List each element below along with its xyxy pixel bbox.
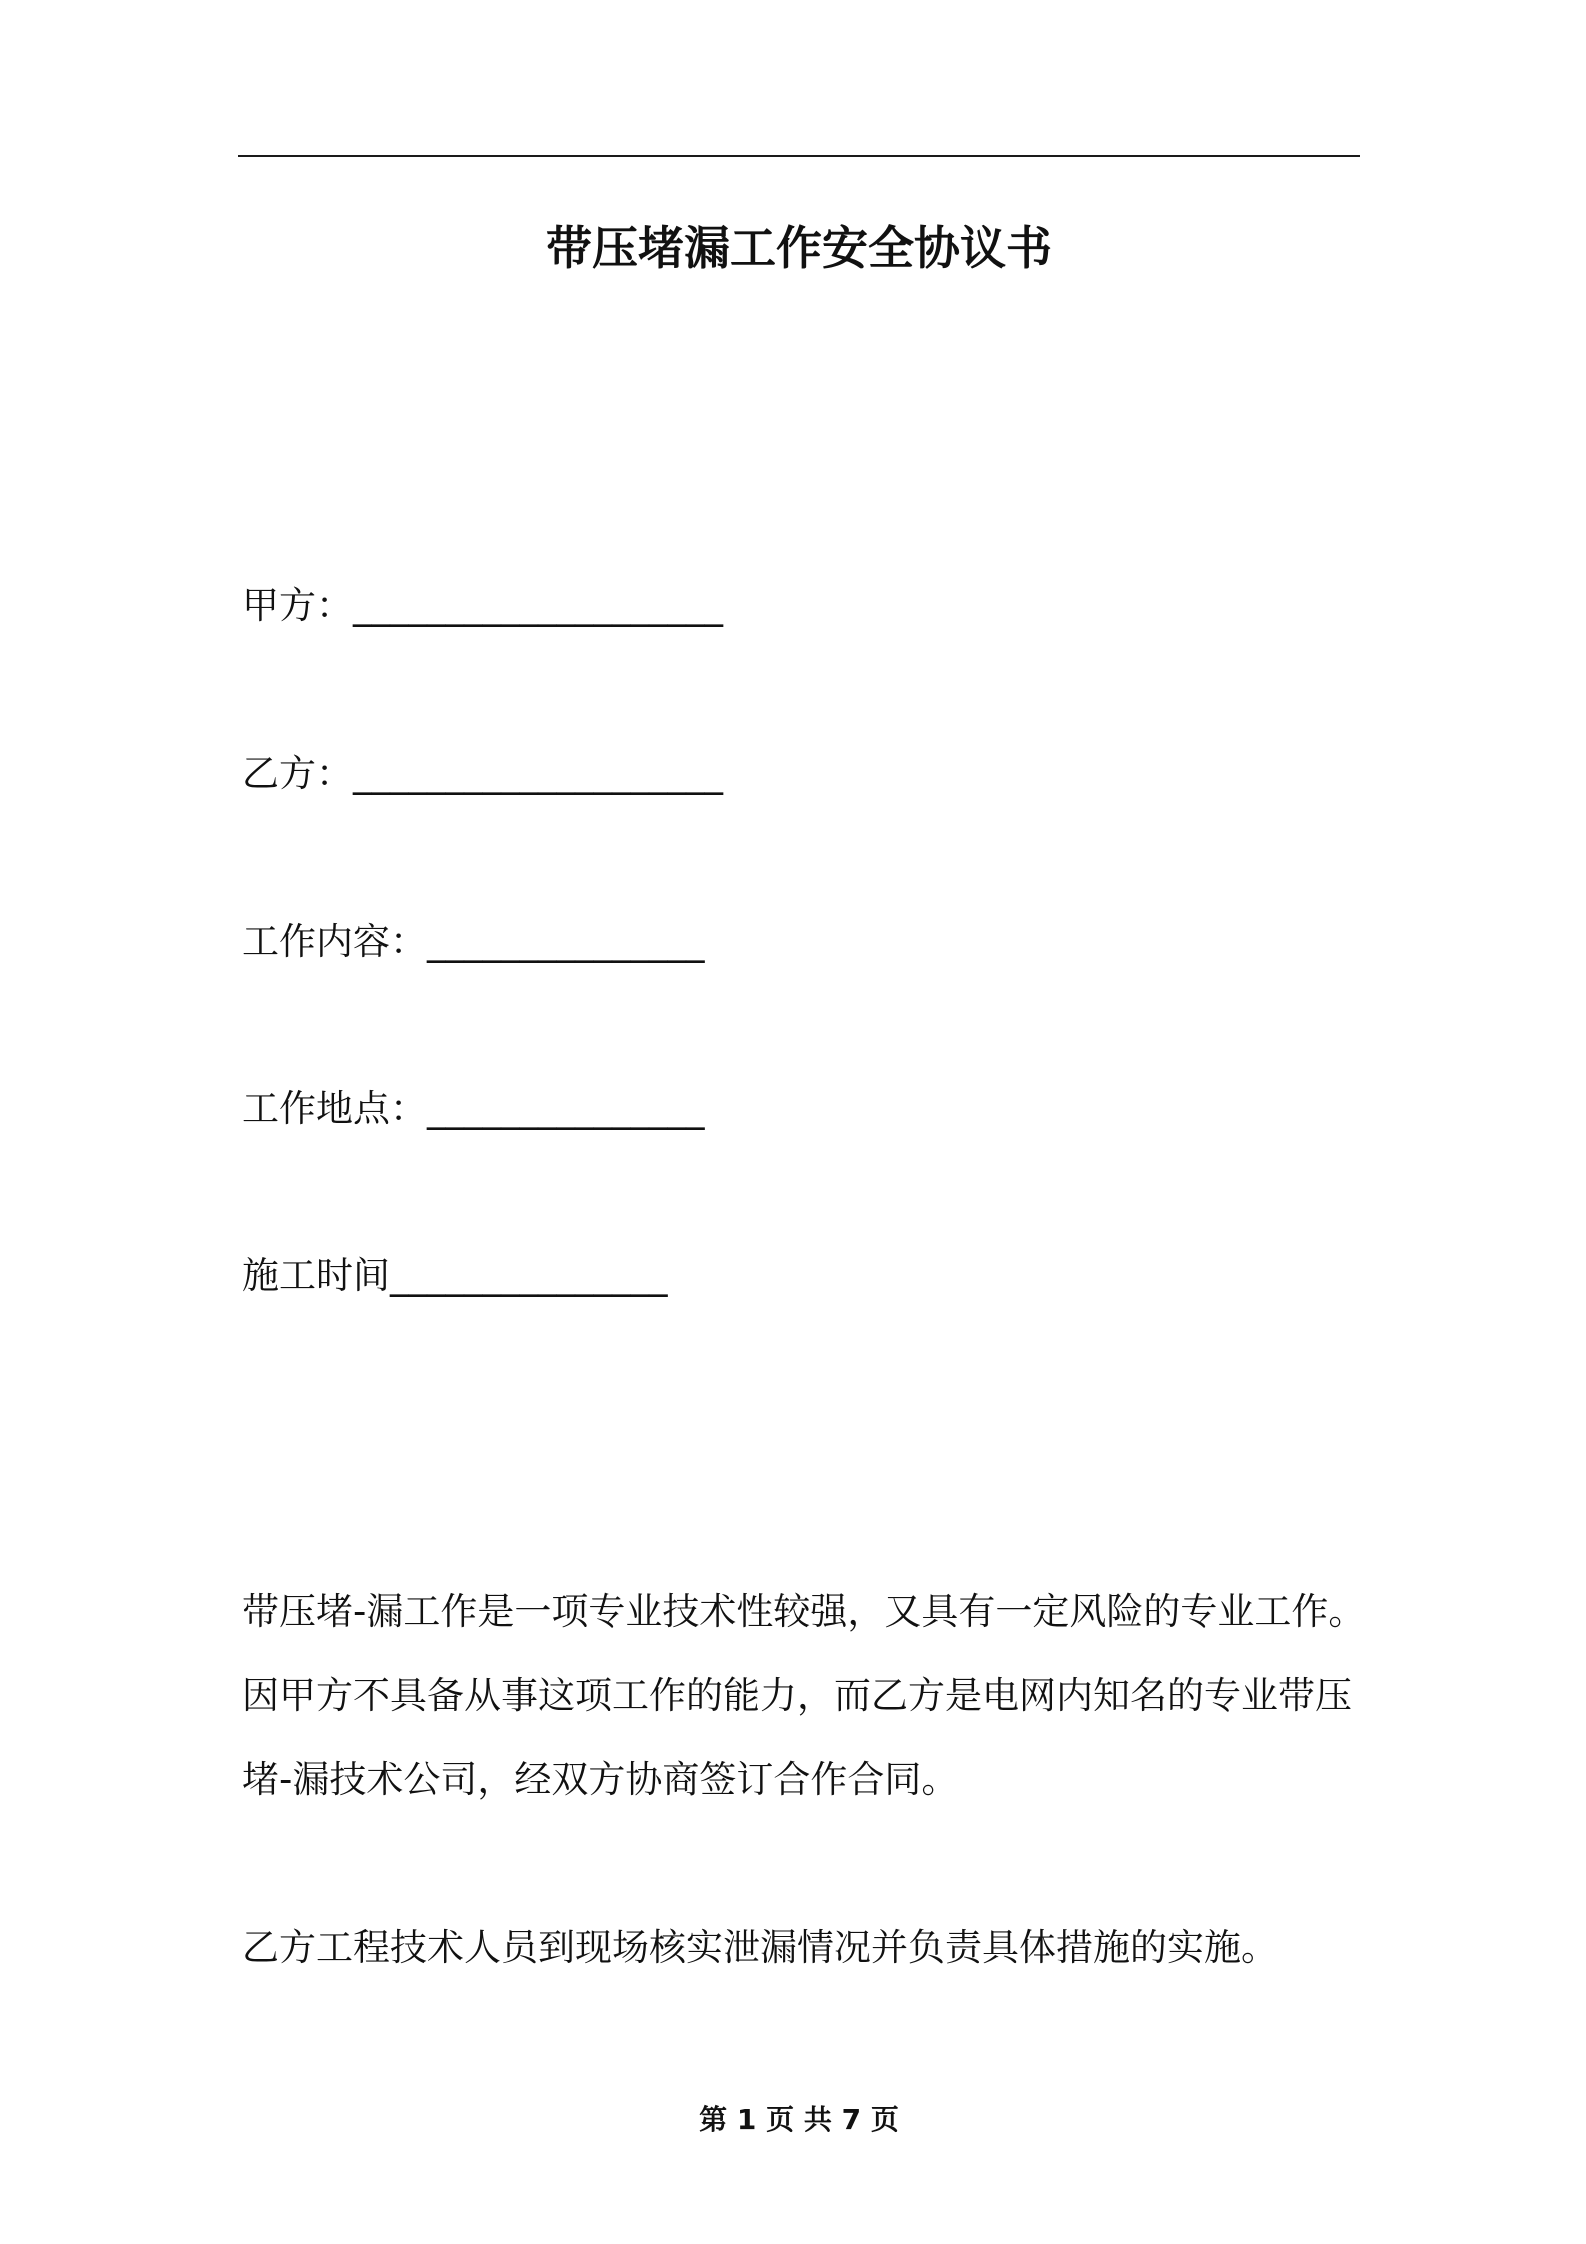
- field-label-party-b: 乙方：: [242, 752, 353, 795]
- paragraph-1-line-3: 堵-漏技术公司，经双方协商签订合作合同。: [242, 1758, 959, 1801]
- header-rule: [238, 155, 1360, 157]
- field-row-construction-time: [242, 1252, 668, 1300]
- field-row-party-b: [242, 750, 723, 798]
- paragraph-2-line-1: 乙方工程技术人员到现场核实泄漏情况并负责具体措施的实施。: [242, 1926, 1278, 1969]
- document-title: 带压堵漏工作安全协议书: [546, 221, 1052, 275]
- field-row-work-location: [242, 1085, 705, 1133]
- field-label-party-a: 甲方：: [242, 584, 353, 627]
- paragraph-1-line-2: 因甲方不具备从事这项工作的能力，而乙方是电网内知名的专业带压: [242, 1674, 1352, 1717]
- field-row-party-a: [242, 582, 723, 630]
- field-row-work-content: [242, 918, 705, 966]
- field-blank-construction-time: _______________: [390, 1254, 668, 1297]
- field-label-work-content: 工作内容：: [242, 920, 427, 963]
- field-blank-work-content: _______________: [427, 920, 705, 963]
- field-blank-work-location: _______________: [427, 1087, 705, 1130]
- field-label-work-location: 工作地点：: [242, 1087, 427, 1130]
- field-blank-party-b: ____________________: [353, 752, 723, 795]
- page-number-footer: 第 1 页 共 7 页: [699, 2103, 899, 2136]
- field-blank-party-a: ____________________: [353, 584, 723, 627]
- paragraph-1-line-1: 带压堵-漏工作是一项专业技术性较强，又具有一定风险的专业工作。: [242, 1590, 1366, 1633]
- field-label-construction-time: 施工时间: [242, 1254, 390, 1297]
